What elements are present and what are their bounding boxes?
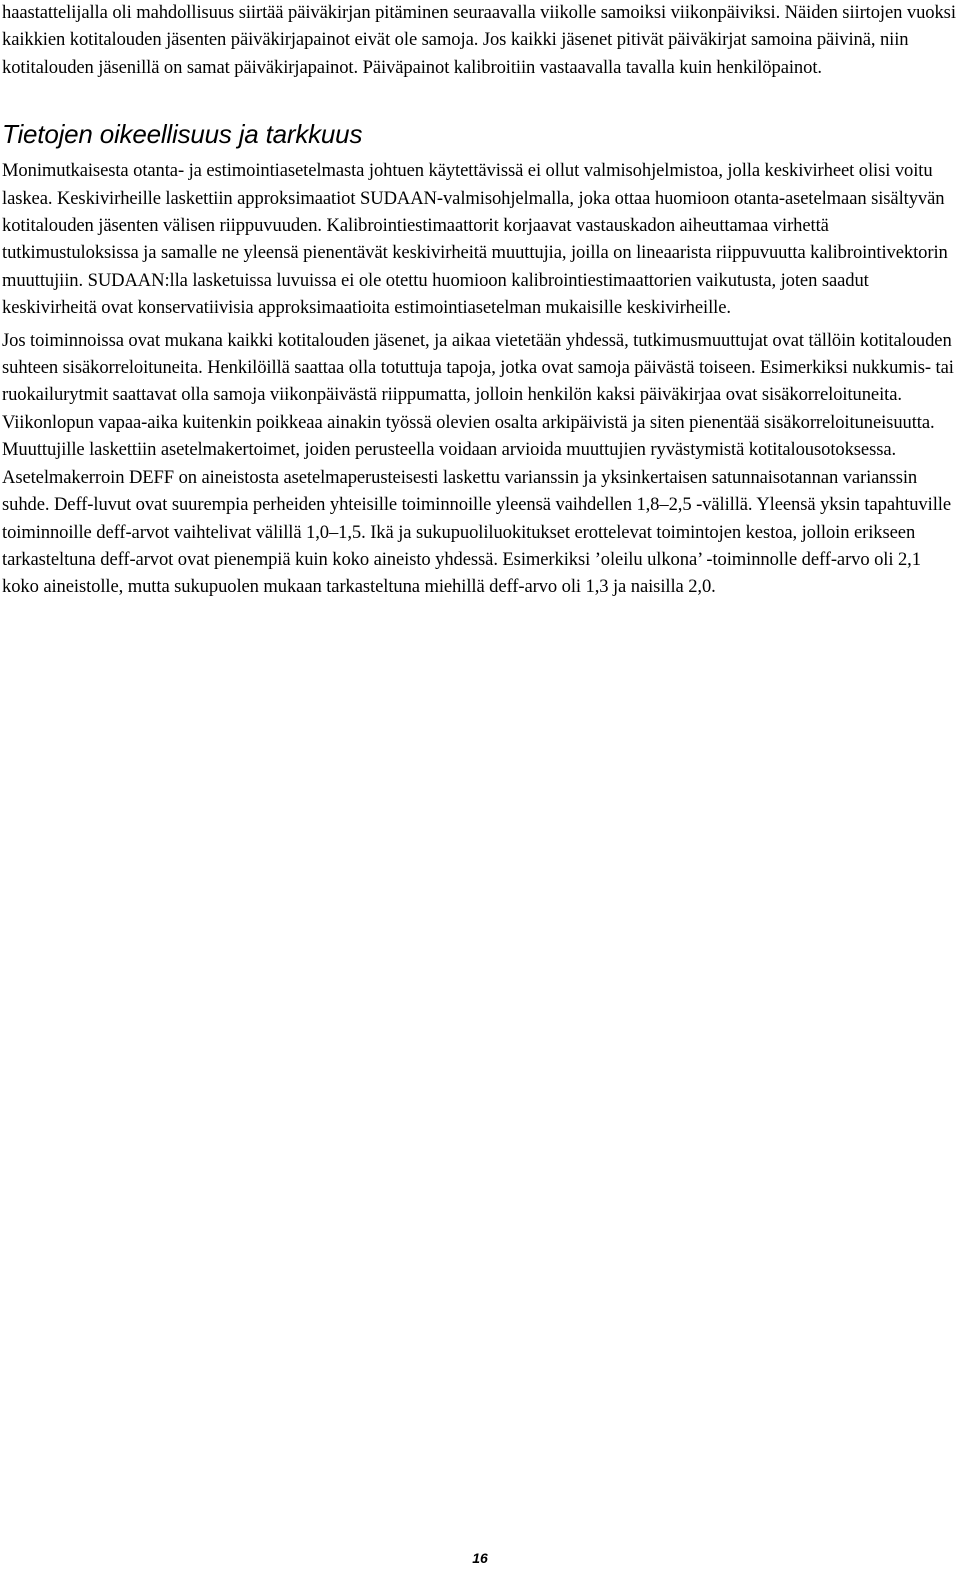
intro-paragraph: haastattelijalla oli mahdollisuus siirtää päiväkirjan pitäminen seuraavalla viikolle samoiksi viikonpäiviksi. Näiden siirtojen vuoksi kaikkien kotitalouden jäsenten päiväkirjapainot eivät ole samoja. Jos kaikki jäsenet pitivät päiväkirjat samoina päivinä, niin kotitalouden jäsenillä on samat päiväkirjapainot. Päiväpainot kalibroitiin vastaavalla tavalla kuin henkilöpainot. xyxy=(2,2,956,78)
section-heading: Tietojen oikeellisuus ja tarkkuus xyxy=(2,119,363,150)
page-number: 16 xyxy=(472,1550,488,1566)
body-paragraph-design-effect: Jos toiminnoissa ovat mukana kaikki kotitalouden jäsenet, ja aikaa vietetään yhdessä, tutkimusmuuttujat ovat tällöin kotitalouden suhteen sisäkorreloituneita. Henkilöillä saattaa olla totuttuja tapoja, jotka ovat samoja päivästä toiseen. Esimerkiksi nukkumis- tai ruokailurytmit saattavat olla samoja viikonpäivästä riippumatta, jolloin henkilön kaksi päiväkirjaa ovat sisäkorreloituneita. Viikonlopun vapaa-aika kuitenkin poikkeaa ainakin työssä olevien osalta arkipäivistä ja siten pienentää sisäkorreloituneisuutta. Muuttujille laskettiin asetelmakertoimet, joiden perusteella voidaan arvioida muuttujien ryvästymistä kotitalousotoksessa. Asetelmakerroin DEFF on aineistosta asetelmaperusteisesti laskettu varianssin ja yksinkertaisen satunnaisotannan varianssin suhde. Deff-luvut ovat suurempia perheiden yhteisille toiminnoille yleensä vaihdellen 1,8–2,5 -välillä. Yleensä yksin tapahtuville toiminnoille deff-arvot vaihtelivat välillä 1,0–1,5. Ikä ja sukupuoliluokitukset erottelevat toimintojen kestoa, jolloin erikseen tarkasteltuna deff-arvot ovat pienempiä kuin koko aineisto yhdessä. Esimerkiksi ’oleilu ulkona’ -toiminnolle deff-arvo oli 2,1 koko aineistolle, mutta sukupuolen mukaan tarkasteltuna miehillä deff-arvo oli 1,3 ja naisilla 2,0. xyxy=(2,329,954,598)
body-paragraph-accuracy: Monimutkaisesta otanta- ja estimointiasetelmasta johtuen käytettävissä ei ollut valmisohjelmistoa, jolla keskivirheet olisi voitu laskea. Keskivirheille laskettiin approksimaatiot SUDAAN-valmisohjelmalla, joka ottaa huomioon otanta-asetelmaan sisältyvän kotitalouden jäsenten välisen riippuvuuden. Kalibrointiestimaattorit korjaavat vastauskadon aiheuttamaa virhettä tutkimustuloksissa ja samalle ne yleensä pienentävät keskivirheitä muuttujia, joilla on lineaarista riippuvuutta kalibrointivektorin muuttujiin. SUDAAN:lla lasketuissa luvuissa ei ole otettu huomioon kalibrointiestimaattorien vaikutusta, joten saadut keskivirheitä ovat konservatiivisia approksimaatioita estimointiasetelman mukaisille keskivirheille. xyxy=(2,160,948,319)
document-page xyxy=(2,0,957,1572)
